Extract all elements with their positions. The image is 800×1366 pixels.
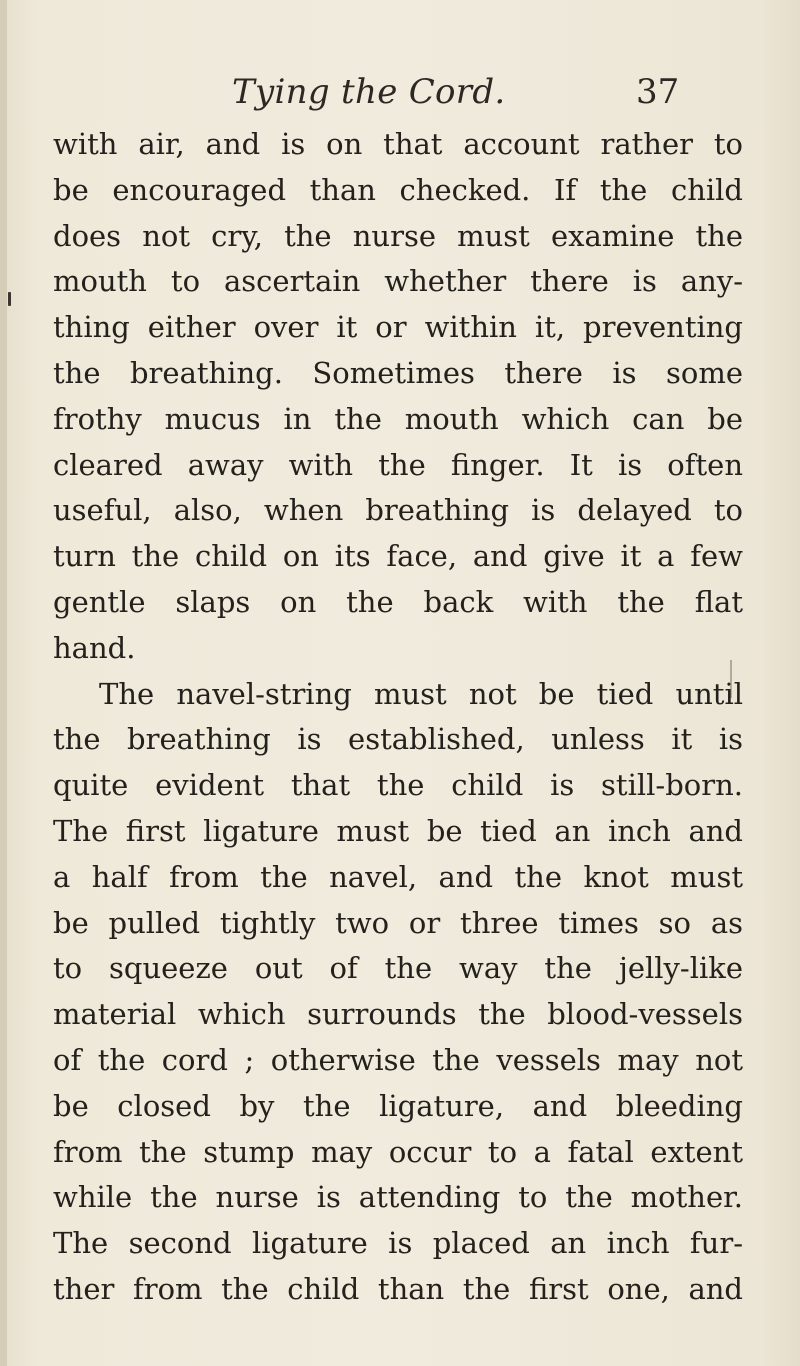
text-line: The second ligature is placed an inch fur- <box>53 1226 743 1261</box>
text-line: be closed by the ligature, and bleeding <box>53 1088 743 1123</box>
text-line: ther from the child than the first one, and <box>53 1271 743 1306</box>
text-line: the breathing. Sometimes there is some <box>53 355 743 390</box>
paragraph-first-line: The navel-string must not be tied until <box>99 676 743 711</box>
text-line: mouth to ascertain whether there is any- <box>53 264 743 299</box>
text-line: of the cord ; otherwise the vessels may not <box>53 1042 743 1077</box>
text-line: cleared away with the finger. It is often <box>53 447 743 482</box>
text-line: quite evident that the child is still-born. <box>53 768 743 803</box>
text-line: thing either over it or within it, preventing <box>53 310 743 345</box>
text-line: frothy mucus in the mouth which can be <box>53 401 743 436</box>
text-line: to squeeze out of the way the jelly-like <box>53 951 743 986</box>
paragraph-end-line: hand. <box>53 630 136 665</box>
text-line: while the nurse is attending to the mother. <box>53 1180 743 1215</box>
text-line: a half from the navel, and the knot must <box>53 859 743 894</box>
text-line: be encouraged than checked. If the child <box>53 172 743 207</box>
page-number: 37 <box>636 72 680 112</box>
text-line: with air, and is on that account rather to <box>53 127 743 161</box>
text-line: be pulled tightly two or three times so as <box>53 905 743 940</box>
text-line: useful, also, when breathing is delayed to <box>53 493 743 528</box>
text-line: from the stump may occur to a fatal extent <box>53 1134 743 1169</box>
text-line: does not cry, the nurse must examine the <box>53 218 743 253</box>
text-line: turn the child on its face, and give it a few <box>53 539 743 574</box>
margin-mark <box>8 292 11 306</box>
text-line: The first ligature must be tied an inch and <box>53 813 743 848</box>
body-text <box>53 122 743 1313</box>
text-line: material which surrounds the blood-vessels <box>53 997 743 1032</box>
running-head <box>0 72 800 112</box>
text-line: gentle slaps on the back with the flat <box>53 584 743 619</box>
page-binding-edge <box>0 0 7 1366</box>
running-head-title: Tying the Cord. <box>232 72 506 112</box>
text-line: the breathing is established, unless it is <box>53 722 743 757</box>
